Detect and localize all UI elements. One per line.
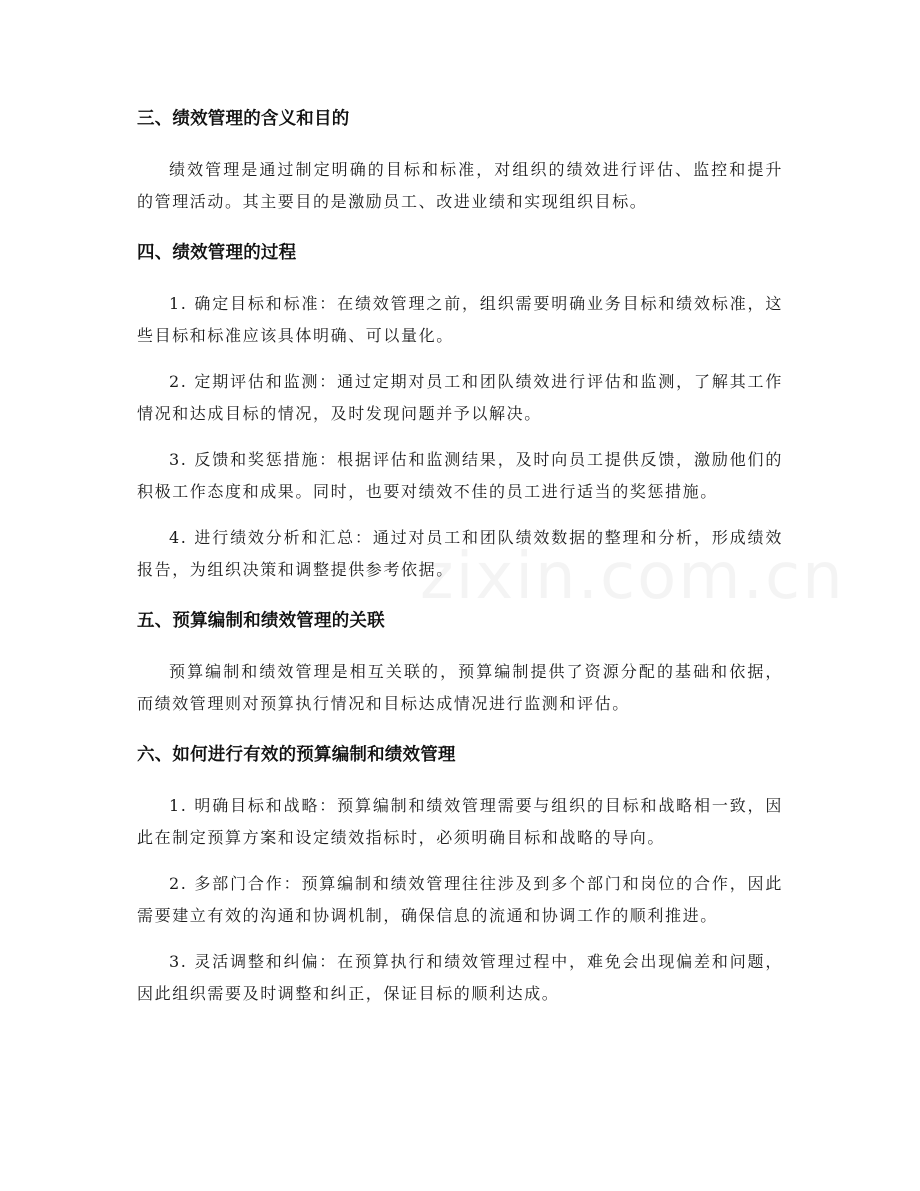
section-3 (137, 104, 783, 218)
section-heading: 六、如何进行有效的预算编制和绩效管理 (137, 745, 456, 765)
list-item: 2. 定期评估和监测：通过定期对员工和团队绩效进行评估和监测，了解其工作情况和达成目标的情况，及时发现问题并予以解决。 (137, 372, 783, 423)
list-item: 3. 灵活调整和纠偏：在预算执行和绩效管理过程中，难免会出现偏差和问题，因此组织需要及时调整和纠正，保证目标的顺利达成。 (137, 952, 783, 1003)
section-4 (137, 238, 783, 586)
paragraph: 预算编制和绩效管理是相互关联的，预算编制提供了资源分配的基础和依据，而绩效管理则对预算执行情况和目标达成情况进行监测和评估。 (137, 662, 783, 713)
list-item: 2. 多部门合作：预算编制和绩效管理往往涉及到多个部门和岗位的合作，因此需要建立有效的沟通和协调机制，确保信息的流通和协调工作的顺利推进。 (137, 874, 783, 925)
section-5 (137, 606, 783, 720)
section-heading: 五、预算编制和绩效管理的关联 (137, 611, 385, 631)
document-body (137, 104, 783, 1010)
list-item: 4. 进行绩效分析和汇总：通过对员工和团队绩效数据的整理和分析，形成绩效报告，为组织决策和调整提供参考依据。 (137, 528, 783, 579)
paragraph: 绩效管理是通过制定明确的目标和标准，对组织的绩效进行评估、监控和提升的管理活动。其主要目的是激励员工、改进业绩和实现组织目标。 (137, 160, 783, 211)
list-item: 1. 明确目标和战略：预算编制和绩效管理需要与组织的目标和战略相一致，因此在制定预算方案和设定绩效指标时，必须明确目标和战略的导向。 (137, 796, 783, 847)
section-heading: 四、绩效管理的过程 (137, 243, 297, 263)
list-item: 1. 确定目标和标准：在绩效管理之前，组织需要明确业务目标和绩效标准，这些目标和标准应该具体明确、可以量化。 (137, 294, 783, 345)
list-item: 3. 反馈和奖惩措施：根据评估和监测结果，及时向员工提供反馈，激励他们的积极工作态度和成果。同时，也要对绩效不佳的员工进行适当的奖惩措施。 (137, 450, 783, 501)
section-heading: 三、绩效管理的含义和目的 (137, 109, 350, 129)
section-6 (137, 740, 783, 1010)
